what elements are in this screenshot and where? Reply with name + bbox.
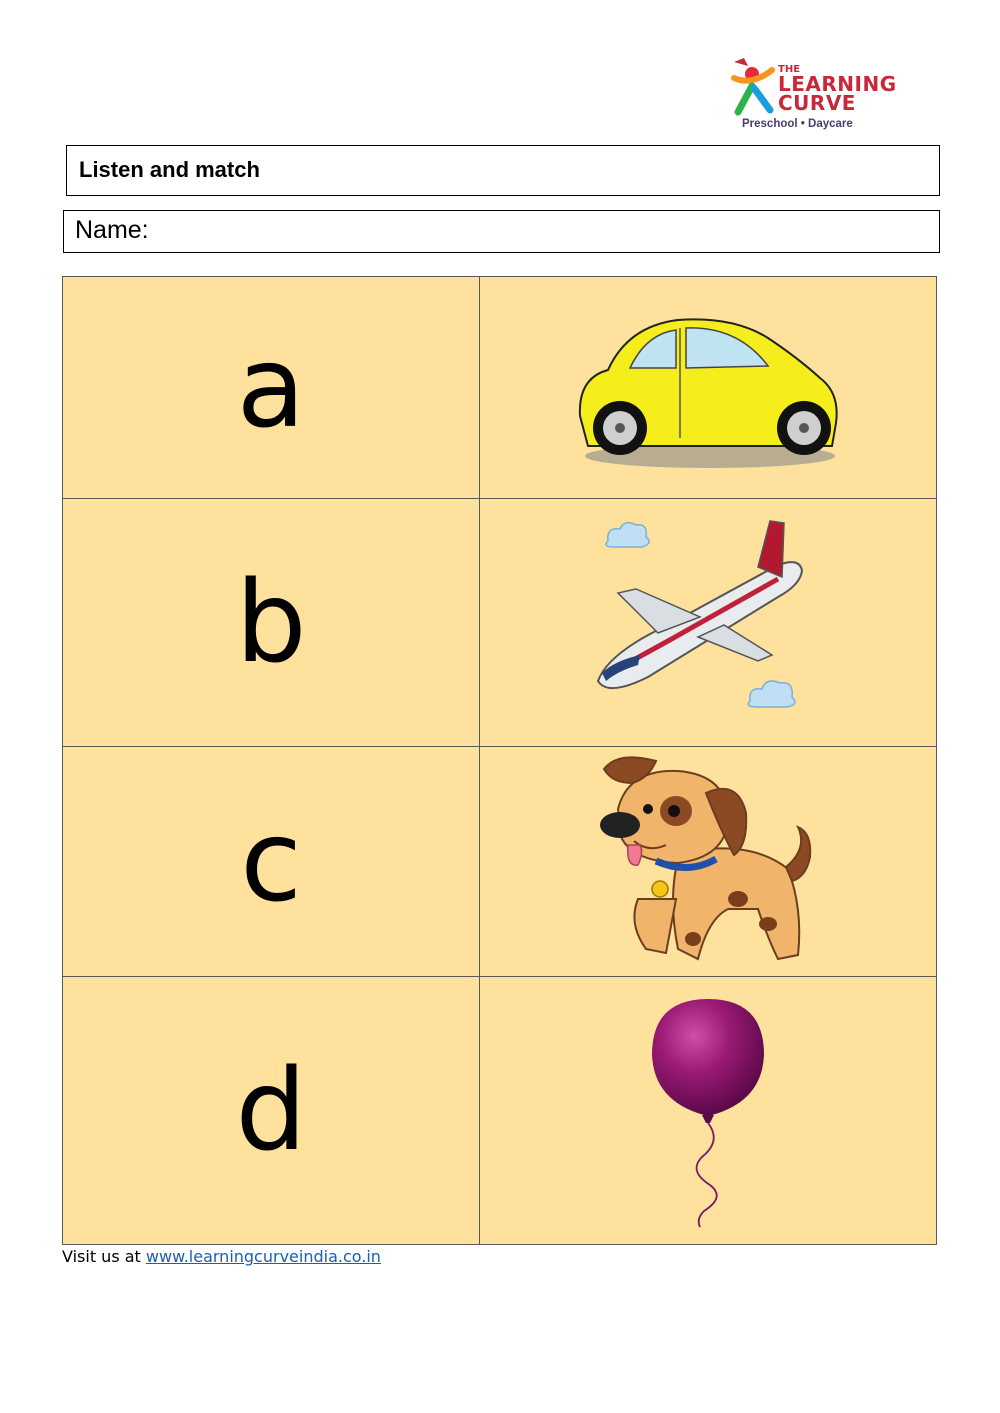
title-box: [66, 145, 940, 196]
worksheet-title: Listen and match: [79, 157, 260, 182]
logo-the: THE: [778, 64, 801, 75]
letter-cell[interactable]: [63, 499, 480, 747]
letter-a: a: [236, 322, 306, 453]
car-icon: [568, 298, 848, 478]
picture-cell[interactable]: [480, 499, 937, 747]
logo-tagline: Preschool • Daycare: [742, 118, 853, 130]
grid-row: [63, 277, 937, 499]
grid-row: [63, 977, 937, 1245]
footer: [62, 1247, 381, 1266]
name-label: Name:: [75, 216, 149, 244]
grid-row: [63, 747, 937, 977]
letter-cell[interactable]: [63, 977, 480, 1245]
name-field[interactable]: [63, 210, 940, 253]
letter-c: c: [240, 796, 302, 927]
grid-row: [63, 499, 937, 747]
logo-line2: CURVE: [778, 91, 856, 115]
letter-b: b: [235, 557, 307, 688]
letter-d: d: [235, 1045, 307, 1176]
picture-cell[interactable]: [480, 747, 937, 977]
logo-figure-icon: [728, 56, 776, 118]
dog-icon: [598, 749, 818, 974]
balloon-icon: [638, 991, 778, 1231]
letter-cell[interactable]: [63, 747, 480, 977]
picture-cell[interactable]: [480, 977, 937, 1245]
website-link[interactable]: www.learningcurveindia.co.in: [145, 1247, 381, 1266]
airplane-icon: [588, 513, 828, 733]
letter-cell[interactable]: [63, 277, 480, 499]
picture-cell[interactable]: [480, 277, 937, 499]
footer-prefix: Visit us at: [62, 1247, 146, 1266]
matching-grid: [62, 276, 937, 1245]
logo-line1: LEARNING: [778, 72, 897, 96]
brand-logo: [728, 56, 897, 136]
